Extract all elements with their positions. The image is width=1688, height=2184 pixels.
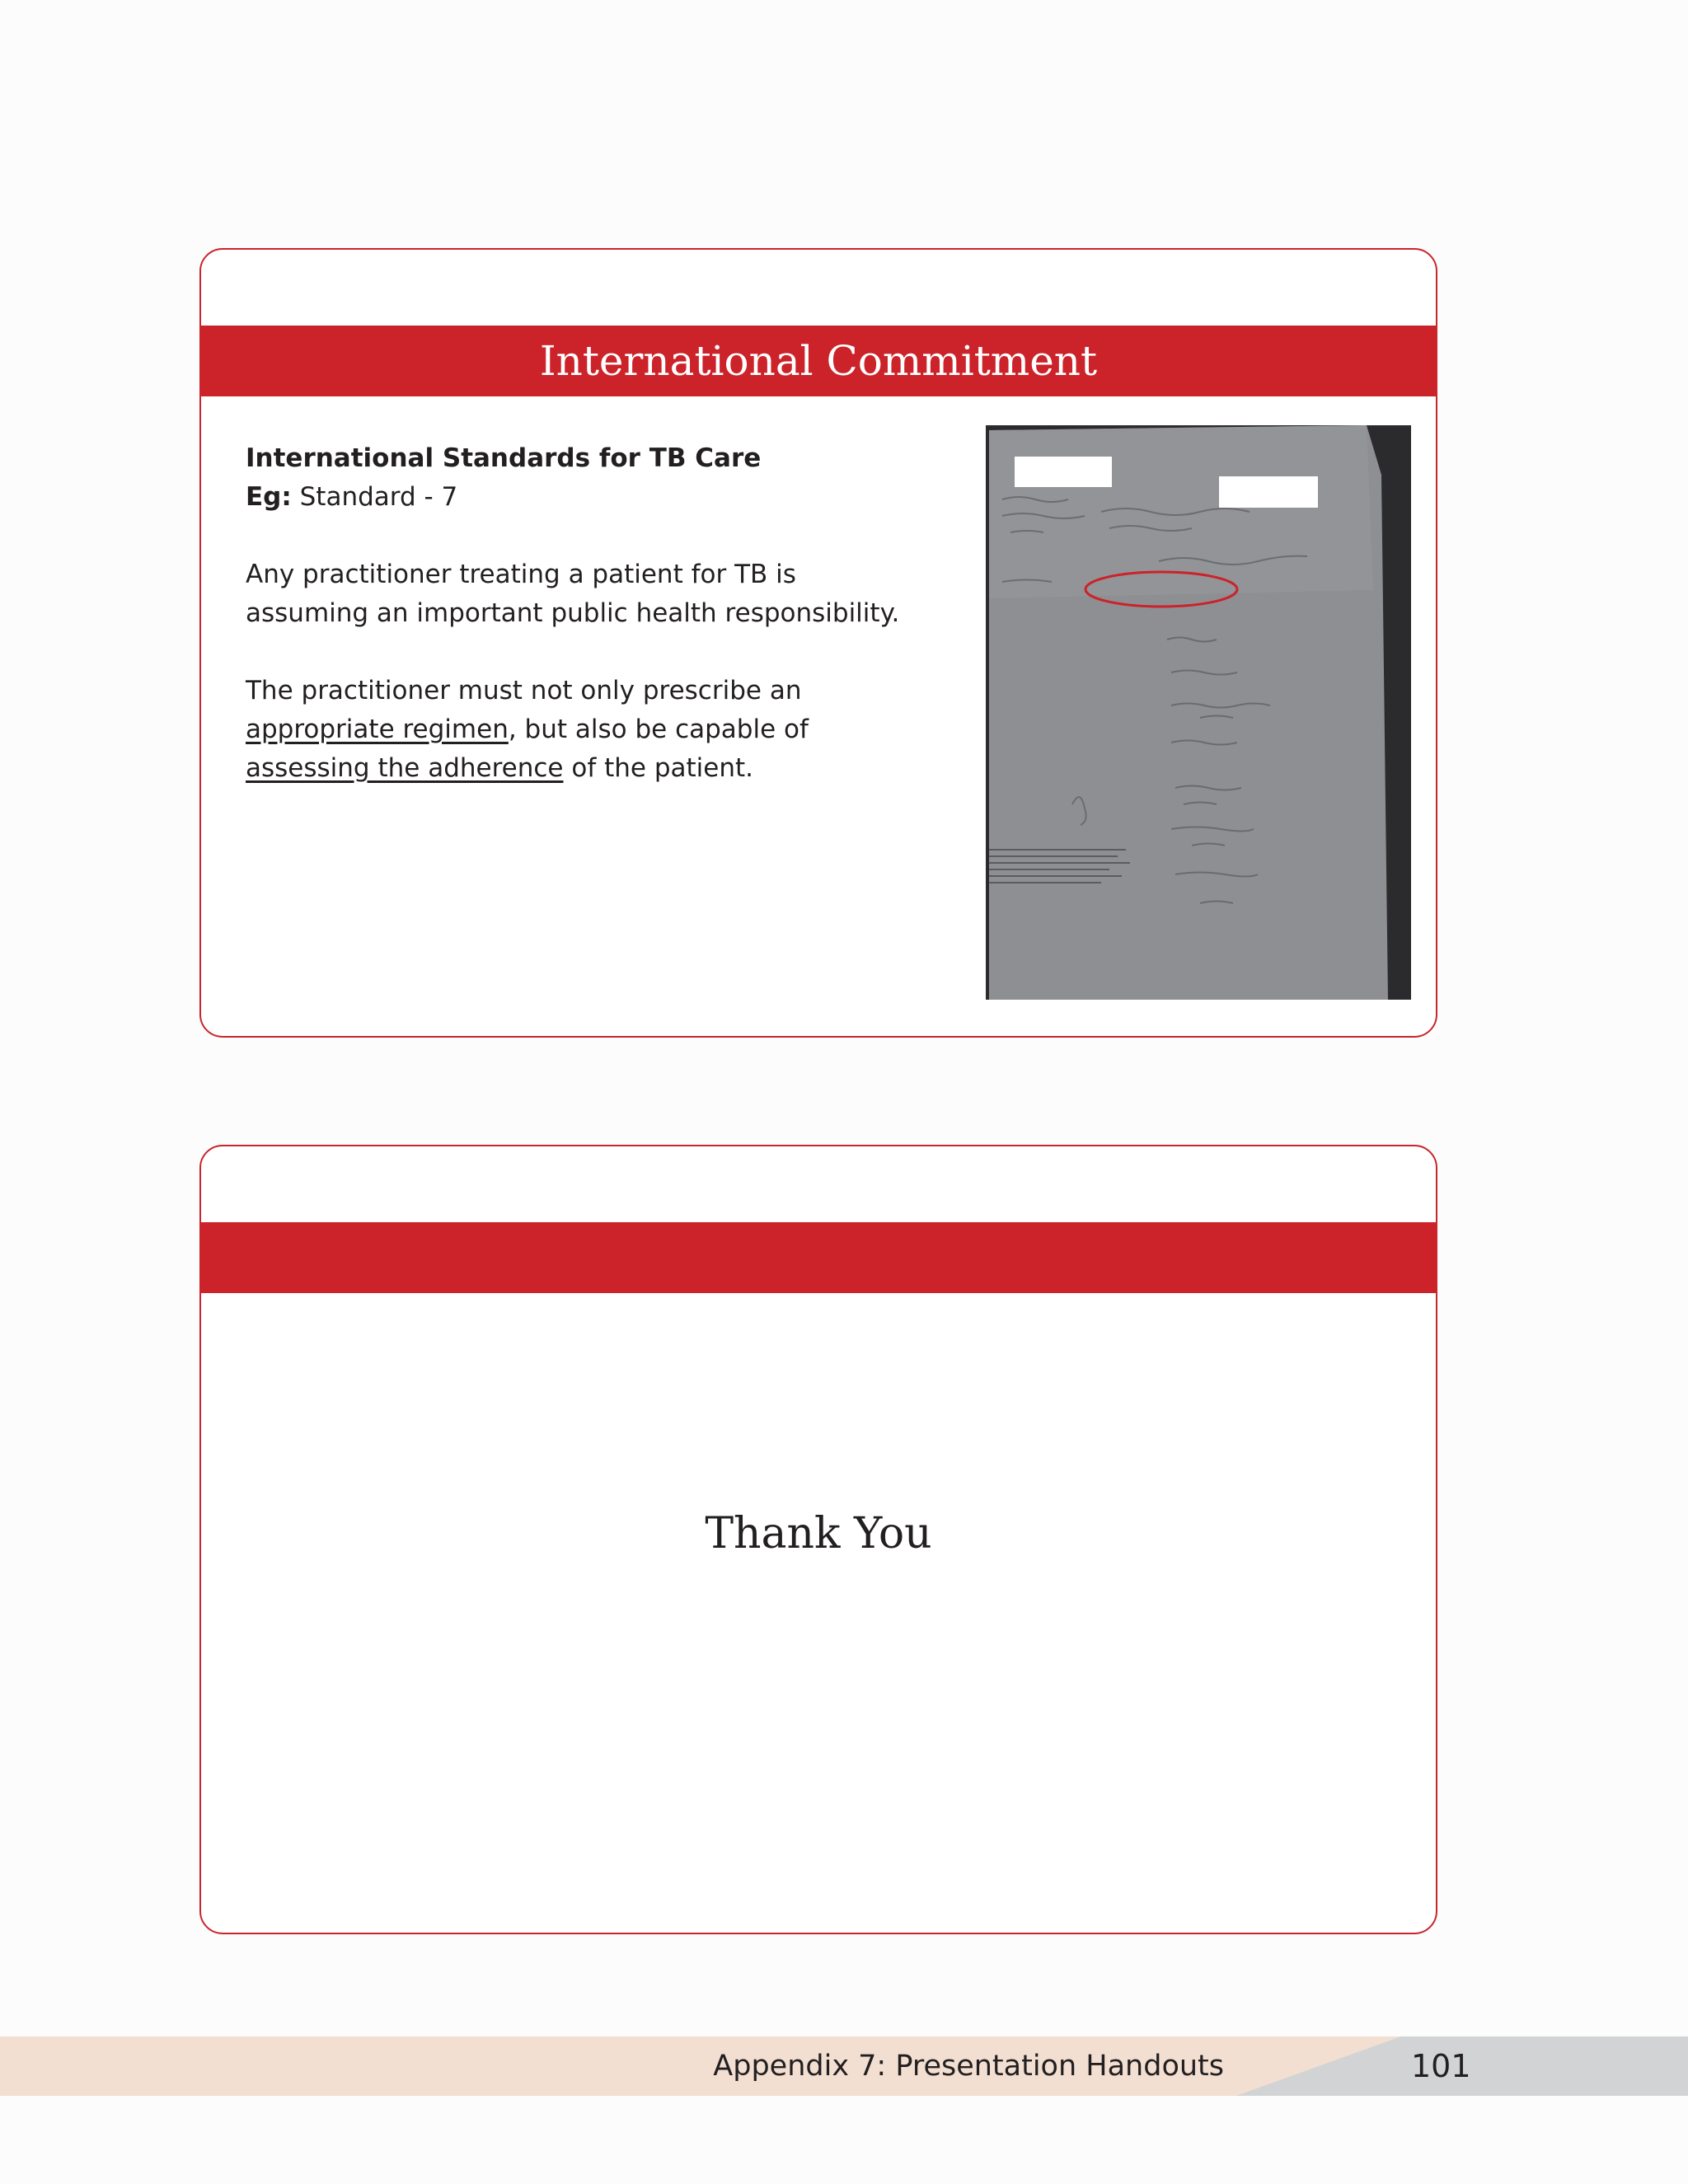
slide-title-banner-empty — [201, 1222, 1436, 1293]
paragraph-practitioner — [246, 672, 905, 788]
slide-international-commitment — [199, 248, 1437, 1038]
underlined-appropriate-regimen: appropriate regimen — [246, 715, 509, 744]
slide-thank-you — [199, 1145, 1437, 1934]
eg-label: Eg: — [246, 482, 292, 512]
standards-heading: International Standards for TB Care — [246, 443, 762, 473]
underlined-assessing-adherence: assessing the adherence — [246, 753, 564, 783]
footer-title: Appendix 7: Presentation Handouts — [713, 2050, 1224, 2083]
page-number: 101 — [1411, 2048, 1471, 2084]
eg-value: Standard - 7 — [291, 482, 458, 512]
p2-text-1: The practitioner must not only prescribe an — [246, 676, 802, 705]
example-line — [246, 478, 905, 517]
paragraph-responsibility: Any practitioner treating a patient for TB is assuming an important public health responsibility. — [246, 560, 900, 628]
slide-title-banner: International Commitment — [201, 326, 1436, 396]
slide-body-text — [246, 439, 905, 788]
p2-text-2: , but also be capable of — [508, 715, 809, 744]
p2-text-3: of the patient. — [563, 753, 753, 783]
handwritten-prescription-photo — [986, 425, 1411, 1000]
thank-you-text: Thank You — [705, 1509, 932, 1558]
